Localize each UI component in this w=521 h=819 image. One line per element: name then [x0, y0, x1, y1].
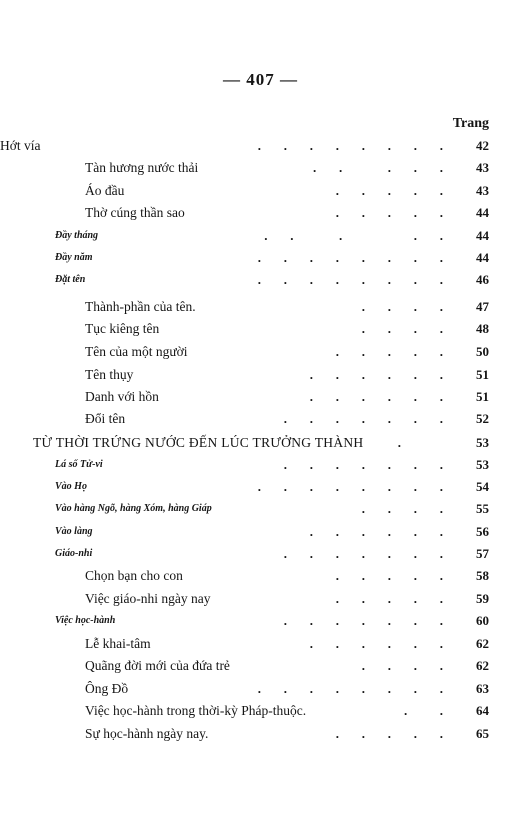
dot-leader: . . . . . . .	[283, 546, 443, 561]
toc-entry	[0, 157, 521, 179]
toc-entry	[0, 588, 521, 610]
entry-page: 55	[476, 501, 489, 516]
dot-leader: . . . . .	[313, 160, 443, 175]
toc-entry	[0, 318, 521, 340]
toc-section-heading	[0, 432, 521, 454]
dot-leader: . . . .	[361, 501, 443, 516]
toc-entry	[0, 723, 521, 745]
entry-title: Tên của một người	[85, 344, 188, 359]
toc-entry	[0, 610, 521, 632]
entry-page: 44	[476, 205, 489, 220]
entry-page: 54	[476, 479, 489, 494]
dot-leader: . . . . . . . .	[257, 272, 443, 287]
toc-entry	[0, 341, 521, 363]
toc-entry	[0, 476, 521, 498]
toc-entry	[0, 565, 521, 587]
entry-title: Việc giáo-nhi ngày nay	[85, 591, 211, 606]
toc-entry	[0, 408, 521, 430]
entry-title: Ông Đồ	[85, 681, 129, 696]
entry-page: 43	[476, 160, 489, 175]
entry-title: Quãng đời mới của đứa trẻ	[85, 658, 230, 673]
entry-title: Đặt tên	[55, 274, 86, 285]
entry-title: Tên thụy	[85, 367, 134, 382]
toc-entry	[0, 247, 521, 269]
entry-title: Giáo-nhi	[55, 548, 93, 559]
dot-leader: . . . . . . .	[283, 613, 443, 628]
dot-leader: . . . . .	[335, 568, 443, 583]
toc-entry	[0, 521, 521, 543]
entry-page: 57	[476, 546, 489, 561]
dot-leader: . . . . . . .	[283, 411, 443, 426]
dot-leader: . . . .	[361, 321, 443, 336]
toc-entry	[0, 135, 521, 157]
entry-page: 51	[476, 367, 489, 382]
entry-title: Việc học-hành	[55, 615, 116, 626]
entry-page: 44	[476, 228, 489, 243]
toc-entry	[0, 386, 521, 408]
entry-title: Danh với hồn	[85, 389, 159, 404]
dot-leader: . . . .	[361, 299, 443, 314]
entry-page: 56	[476, 524, 489, 539]
entry-page: 48	[476, 321, 489, 336]
entry-page: 65	[476, 726, 489, 741]
toc-entry	[0, 180, 521, 202]
dot-leader: . . . . . . . .	[257, 138, 443, 153]
entry-title: Đầy năm	[55, 252, 93, 263]
toc-entry	[0, 543, 521, 565]
dot-leader: . . . . .	[335, 726, 443, 741]
entry-page: 51	[476, 389, 489, 404]
entry-title: Lá số Tử-vi	[55, 459, 103, 470]
entry-title: Vào hàng Ngõ, hàng Xóm, hàng Giáp	[55, 503, 212, 514]
entry-title: Lễ khai-tâm	[85, 636, 151, 651]
dot-leader: . . . . . .	[309, 367, 443, 382]
toc-entry	[0, 364, 521, 386]
dot-leader: . .	[404, 703, 443, 718]
dot-leader: . . . . .	[264, 228, 443, 243]
dot-leader: . . . . . . . .	[257, 681, 443, 696]
entry-page: 46	[476, 272, 489, 287]
entry-page: 53	[476, 457, 489, 472]
entry-page: 43	[476, 183, 489, 198]
toc-entry	[0, 678, 521, 700]
entry-page: 58	[476, 568, 489, 583]
entry-title: Vào làng	[55, 526, 93, 537]
dot-leader: . . . . .	[335, 591, 443, 606]
entry-title: TỪ THỜI TRỨNG NƯỚC ĐẾN LÚC TRƯỞNG THÀNH	[33, 435, 364, 450]
entry-page: 50	[476, 344, 489, 359]
entry-page: 63	[476, 681, 489, 696]
entry-title: Vào Họ	[55, 481, 87, 492]
entry-page: 52	[476, 411, 489, 426]
page-column-header: Trang	[452, 116, 489, 131]
toc-entry	[0, 296, 521, 318]
dot-leader: . . . . .	[335, 183, 443, 198]
entry-title: Đổi tên	[85, 411, 126, 426]
entry-title: Áo đầu	[85, 183, 125, 198]
entry-page: 64	[476, 703, 489, 718]
entry-title: Đầy tháng	[55, 230, 99, 241]
dot-leader: . . . . . .	[309, 636, 443, 651]
entry-page: 60	[476, 613, 489, 628]
entry-page: 59	[476, 591, 489, 606]
entry-page: 53	[476, 435, 489, 450]
entry-page: 62	[476, 658, 489, 673]
dot-leader: . . . . . . . .	[257, 479, 443, 494]
toc-entry	[0, 498, 521, 520]
entry-title: Tục kiêng tên	[85, 321, 160, 336]
entry-page: 44	[476, 250, 489, 265]
entry-title: Chọn bạn cho con	[85, 568, 183, 583]
dot-leader: . . . . . .	[309, 389, 443, 404]
entry-title: Thờ cúng thần sao	[85, 205, 185, 220]
toc-entry	[0, 633, 521, 655]
toc-entry	[0, 655, 521, 677]
dot-leader: . . . . . . . .	[257, 250, 443, 265]
dot-leader: .	[397, 435, 401, 450]
toc-entry	[0, 202, 521, 224]
entry-title: Tàn hương nước thải	[85, 160, 199, 175]
dot-leader: . . . . .	[335, 205, 443, 220]
dot-leader: . . . . . .	[309, 524, 443, 539]
entry-page: 62	[476, 636, 489, 651]
entry-page: 47	[476, 299, 489, 314]
toc-entry	[0, 225, 521, 247]
dot-leader: . . . . . . .	[283, 457, 443, 472]
entry-title: Thành-phần của tên.	[85, 299, 196, 314]
page-number: — 407 —	[223, 70, 298, 89]
toc-entry	[0, 269, 521, 291]
toc-entry	[0, 700, 521, 722]
dot-leader: . . . .	[361, 658, 443, 673]
entry-title: Hớt vía	[0, 138, 41, 153]
entry-page: 42	[476, 138, 489, 153]
toc-entry	[0, 454, 521, 476]
entry-title: Việc học-hành trong thời-kỳ Pháp-thuộc.	[85, 703, 307, 718]
dot-leader: . . . . .	[335, 344, 443, 359]
entry-title: Sự học-hành ngày nay.	[85, 726, 209, 741]
